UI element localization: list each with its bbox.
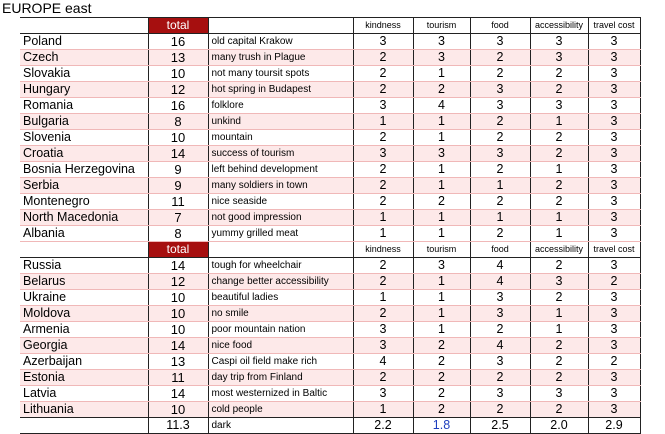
total-cell[interactable]: 12: [148, 274, 208, 290]
total-cell[interactable]: 10: [148, 322, 208, 338]
food-cell[interactable]: 2: [470, 50, 530, 66]
comment-cell[interactable]: Caspi oil field make rich: [208, 354, 353, 370]
table-row[interactable]: [20, 34, 640, 50]
accessibility-cell[interactable]: 2: [530, 194, 588, 210]
comment-cell[interactable]: nice seaside: [208, 194, 353, 210]
table-row[interactable]: [20, 338, 640, 354]
food-cell[interactable]: 3: [470, 354, 530, 370]
header-comment: [208, 242, 353, 258]
table-row[interactable]: [20, 210, 640, 226]
country-cell[interactable]: Poland: [20, 34, 148, 50]
header-accessibility[interactable]: accessibility: [530, 242, 588, 258]
country-cell[interactable]: Georgia: [20, 338, 148, 354]
accessibility-cell[interactable]: 2: [530, 66, 588, 82]
country-cell[interactable]: Ukraine: [20, 290, 148, 306]
accessibility-cell[interactable]: 2: [530, 258, 588, 274]
tourism-cell[interactable]: 1: [413, 178, 470, 194]
tourism-cell[interactable]: 1: [413, 130, 470, 146]
food-cell[interactable]: 2: [470, 66, 530, 82]
tourism-cell[interactable]: 1: [413, 274, 470, 290]
summary-tourism[interactable]: 1.8: [413, 418, 470, 434]
table-row[interactable]: [20, 146, 640, 162]
comment-cell[interactable]: no smile: [208, 306, 353, 322]
food-cell[interactable]: 2: [470, 226, 530, 242]
summary-travel-cost[interactable]: 2.9: [588, 418, 640, 434]
tourism-cell[interactable]: 3: [413, 50, 470, 66]
accessibility-cell[interactable]: 1: [530, 114, 588, 130]
tourism-cell[interactable]: 3: [413, 146, 470, 162]
food-cell[interactable]: 4: [470, 338, 530, 354]
kindness-cell[interactable]: 2: [353, 50, 413, 66]
accessibility-cell[interactable]: 2: [530, 178, 588, 194]
travel-cost-cell[interactable]: 3: [588, 338, 640, 354]
travel-cost-cell[interactable]: 3: [588, 258, 640, 274]
total-cell[interactable]: 8: [148, 114, 208, 130]
tourism-cell[interactable]: 2: [413, 402, 470, 418]
accessibility-cell[interactable]: 1: [530, 306, 588, 322]
table-row[interactable]: [20, 162, 640, 178]
travel-cost-cell[interactable]: 3: [588, 98, 640, 114]
comment-cell[interactable]: not many toursit spots: [208, 66, 353, 82]
kindness-cell[interactable]: 3: [353, 386, 413, 402]
table-row[interactable]: [20, 130, 640, 146]
kindness-cell[interactable]: 1: [353, 210, 413, 226]
comment-cell[interactable]: mountain: [208, 130, 353, 146]
country-cell[interactable]: North Macedonia: [20, 210, 148, 226]
summary-row: [20, 418, 640, 434]
comment-cell[interactable]: old capital Krakow: [208, 34, 353, 50]
total-cell[interactable]: 10: [148, 130, 208, 146]
comment-cell[interactable]: many trush in Plague: [208, 50, 353, 66]
country-cell[interactable]: Slovakia: [20, 66, 148, 82]
food-cell[interactable]: 2: [470, 370, 530, 386]
tourism-cell[interactable]: 1: [413, 114, 470, 130]
travel-cost-cell[interactable]: 3: [588, 386, 640, 402]
total-cell[interactable]: 10: [148, 66, 208, 82]
tourism-cell[interactable]: 1: [413, 162, 470, 178]
food-cell[interactable]: 3: [470, 146, 530, 162]
travel-cost-cell[interactable]: 3: [588, 114, 640, 130]
accessibility-cell[interactable]: 2: [530, 290, 588, 306]
country-cell[interactable]: Bulgaria: [20, 114, 148, 130]
kindness-cell[interactable]: 2: [353, 66, 413, 82]
comment-cell[interactable]: left behind development: [208, 162, 353, 178]
summary-comment[interactable]: dark: [208, 418, 353, 434]
table-row[interactable]: [20, 274, 640, 290]
travel-cost-cell[interactable]: 3: [588, 146, 640, 162]
food-cell[interactable]: 4: [470, 258, 530, 274]
table-row[interactable]: [20, 114, 640, 130]
country-cell[interactable]: Estonia: [20, 370, 148, 386]
travel-cost-cell[interactable]: 3: [588, 82, 640, 98]
comment-cell[interactable]: hot spring in Budapest: [208, 82, 353, 98]
comment-cell[interactable]: not good impression: [208, 210, 353, 226]
kindness-cell[interactable]: 1: [353, 226, 413, 242]
food-cell[interactable]: 2: [470, 322, 530, 338]
header-row: [20, 242, 640, 258]
tourism-cell[interactable]: 4: [413, 98, 470, 114]
travel-cost-cell[interactable]: 3: [588, 162, 640, 178]
food-cell[interactable]: 3: [470, 386, 530, 402]
food-cell[interactable]: 2: [470, 402, 530, 418]
travel-cost-cell[interactable]: 3: [588, 370, 640, 386]
kindness-cell[interactable]: 2: [353, 194, 413, 210]
header-kindness[interactable]: kindness: [353, 242, 413, 258]
tourism-cell[interactable]: 1: [413, 306, 470, 322]
table-row[interactable]: [20, 322, 640, 338]
accessibility-cell[interactable]: 1: [530, 210, 588, 226]
total-cell[interactable]: 7: [148, 210, 208, 226]
food-cell[interactable]: 3: [470, 82, 530, 98]
total-cell[interactable]: 16: [148, 98, 208, 114]
table-row[interactable]: [20, 66, 640, 82]
travel-cost-cell[interactable]: 2: [588, 354, 640, 370]
kindness-cell[interactable]: 1: [353, 114, 413, 130]
food-cell[interactable]: 3: [470, 34, 530, 50]
header-tourism[interactable]: tourism: [413, 18, 470, 34]
comment-cell[interactable]: tough for wheelchair: [208, 258, 353, 274]
header-kindness[interactable]: kindness: [353, 18, 413, 34]
table-row[interactable]: [20, 402, 640, 418]
comment-cell[interactable]: many soldiers in town: [208, 178, 353, 194]
table-row[interactable]: [20, 354, 640, 370]
food-cell[interactable]: 2: [470, 162, 530, 178]
accessibility-cell[interactable]: 2: [530, 130, 588, 146]
tourism-cell[interactable]: 1: [413, 290, 470, 306]
accessibility-cell[interactable]: 3: [530, 386, 588, 402]
accessibility-cell[interactable]: 2: [530, 354, 588, 370]
kindness-cell[interactable]: 3: [353, 34, 413, 50]
kindness-cell[interactable]: 3: [353, 338, 413, 354]
total-cell[interactable]: 14: [148, 258, 208, 274]
travel-cost-cell[interactable]: 3: [588, 194, 640, 210]
accessibility-cell[interactable]: 2: [530, 370, 588, 386]
travel-cost-cell[interactable]: 3: [588, 130, 640, 146]
header-tourism[interactable]: tourism: [413, 242, 470, 258]
total-cell[interactable]: 9: [148, 178, 208, 194]
food-cell[interactable]: 2: [470, 114, 530, 130]
kindness-cell[interactable]: 3: [353, 98, 413, 114]
comment-cell[interactable]: beautiful ladies: [208, 290, 353, 306]
summary-kindness[interactable]: 2.2: [353, 418, 413, 434]
tourism-cell[interactable]: 2: [413, 82, 470, 98]
country-cell[interactable]: Latvia: [20, 386, 148, 402]
total-cell[interactable]: 8: [148, 226, 208, 242]
country-cell[interactable]: Czech: [20, 50, 148, 66]
travel-cost-cell[interactable]: 3: [588, 290, 640, 306]
total-cell[interactable]: 11: [148, 370, 208, 386]
tourism-cell[interactable]: 3: [413, 258, 470, 274]
country-cell[interactable]: Armenia: [20, 322, 148, 338]
country-cell[interactable]: Belarus: [20, 274, 148, 290]
accessibility-cell[interactable]: 3: [530, 34, 588, 50]
travel-cost-cell[interactable]: 3: [588, 306, 640, 322]
country-cell[interactable]: Hungary: [20, 82, 148, 98]
kindness-cell[interactable]: 2: [353, 274, 413, 290]
comment-cell[interactable]: unkind: [208, 114, 353, 130]
country-cell[interactable]: Romania: [20, 98, 148, 114]
header-travel-cost[interactable]: travel cost: [588, 18, 640, 34]
comment-cell[interactable]: folklore: [208, 98, 353, 114]
travel-cost-cell[interactable]: 3: [588, 34, 640, 50]
total-cell[interactable]: 14: [148, 146, 208, 162]
kindness-cell[interactable]: 4: [353, 354, 413, 370]
total-cell[interactable]: 10: [148, 402, 208, 418]
tourism-cell[interactable]: 2: [413, 354, 470, 370]
travel-cost-cell[interactable]: 3: [588, 66, 640, 82]
travel-cost-cell[interactable]: 3: [588, 402, 640, 418]
header-total[interactable]: total: [148, 242, 208, 258]
comment-cell[interactable]: yummy grilled meat: [208, 226, 353, 242]
kindness-cell[interactable]: 2: [353, 370, 413, 386]
kindness-cell[interactable]: 3: [353, 146, 413, 162]
header-food[interactable]: food: [470, 18, 530, 34]
travel-cost-cell[interactable]: 3: [588, 322, 640, 338]
tourism-cell[interactable]: 2: [413, 338, 470, 354]
travel-cost-cell[interactable]: 3: [588, 50, 640, 66]
total-cell[interactable]: 12: [148, 82, 208, 98]
comment-cell[interactable]: cold people: [208, 402, 353, 418]
travel-cost-cell[interactable]: 2: [588, 274, 640, 290]
tourism-cell[interactable]: 1: [413, 226, 470, 242]
header-accessibility[interactable]: accessibility: [530, 18, 588, 34]
tourism-cell[interactable]: 3: [413, 34, 470, 50]
accessibility-cell[interactable]: 1: [530, 226, 588, 242]
accessibility-cell[interactable]: 1: [530, 322, 588, 338]
total-cell[interactable]: 10: [148, 306, 208, 322]
food-cell[interactable]: 1: [470, 210, 530, 226]
sheet-title: EUROPE east: [2, 0, 92, 16]
table-row[interactable]: [20, 370, 640, 386]
total-cell[interactable]: 16: [148, 34, 208, 50]
total-cell[interactable]: 13: [148, 50, 208, 66]
food-cell[interactable]: 3: [470, 290, 530, 306]
food-cell[interactable]: 2: [470, 194, 530, 210]
tourism-cell[interactable]: 1: [413, 210, 470, 226]
accessibility-cell[interactable]: 2: [530, 338, 588, 354]
header-blank: [20, 18, 148, 34]
travel-cost-cell[interactable]: 3: [588, 178, 640, 194]
tourism-cell[interactable]: 2: [413, 370, 470, 386]
header-blank: [20, 242, 148, 258]
country-cell[interactable]: Montenegro: [20, 194, 148, 210]
header-total[interactable]: total: [148, 18, 208, 34]
ratings-table: [20, 17, 641, 434]
kindness-cell[interactable]: 2: [353, 178, 413, 194]
header-comment: [208, 18, 353, 34]
total-cell[interactable]: 10: [148, 290, 208, 306]
table-row[interactable]: [20, 226, 640, 242]
comment-cell[interactable]: poor mountain nation: [208, 322, 353, 338]
country-cell[interactable]: Bosnia Herzegovina: [20, 162, 148, 178]
table-row[interactable]: [20, 178, 640, 194]
accessibility-cell[interactable]: 3: [530, 50, 588, 66]
country-cell[interactable]: Moldova: [20, 306, 148, 322]
tourism-cell[interactable]: 2: [413, 194, 470, 210]
table-row[interactable]: [20, 258, 640, 274]
food-cell[interactable]: 3: [470, 306, 530, 322]
accessibility-cell[interactable]: 1: [530, 162, 588, 178]
country-cell[interactable]: Slovenia: [20, 130, 148, 146]
table-row[interactable]: [20, 290, 640, 306]
table-row[interactable]: [20, 306, 640, 322]
kindness-cell[interactable]: 2: [353, 130, 413, 146]
header-row: [20, 18, 640, 34]
country-cell[interactable]: Russia: [20, 258, 148, 274]
comment-cell[interactable]: success of tourism: [208, 146, 353, 162]
total-cell[interactable]: 11: [148, 194, 208, 210]
country-cell[interactable]: Serbia: [20, 178, 148, 194]
accessibility-cell[interactable]: 2: [530, 82, 588, 98]
summary-blank: [20, 418, 148, 434]
summary-food[interactable]: 2.5: [470, 418, 530, 434]
tourism-cell[interactable]: 2: [413, 386, 470, 402]
country-cell[interactable]: Azerbaijan: [20, 354, 148, 370]
kindness-cell[interactable]: 1: [353, 290, 413, 306]
summary-total[interactable]: 11.3: [148, 418, 208, 434]
travel-cost-cell[interactable]: 3: [588, 210, 640, 226]
accessibility-cell[interactable]: 2: [530, 402, 588, 418]
food-cell[interactable]: 1: [470, 178, 530, 194]
total-cell[interactable]: 13: [148, 354, 208, 370]
accessibility-cell[interactable]: 3: [530, 274, 588, 290]
food-cell[interactable]: 4: [470, 274, 530, 290]
comment-cell[interactable]: day trip from Finland: [208, 370, 353, 386]
comment-cell[interactable]: change better accessibility: [208, 274, 353, 290]
country-cell[interactable]: Croatia: [20, 146, 148, 162]
table-row[interactable]: [20, 386, 640, 402]
accessibility-cell[interactable]: 3: [530, 98, 588, 114]
kindness-cell[interactable]: 1: [353, 402, 413, 418]
comment-cell[interactable]: nice food: [208, 338, 353, 354]
table-row[interactable]: [20, 98, 640, 114]
summary-accessibility[interactable]: 2.0: [530, 418, 588, 434]
kindness-cell[interactable]: 3: [353, 322, 413, 338]
table-row[interactable]: [20, 50, 640, 66]
food-cell[interactable]: 3: [470, 98, 530, 114]
total-cell[interactable]: 14: [148, 386, 208, 402]
kindness-cell[interactable]: 2: [353, 162, 413, 178]
total-cell[interactable]: 9: [148, 162, 208, 178]
accessibility-cell[interactable]: 2: [530, 146, 588, 162]
kindness-cell[interactable]: 2: [353, 82, 413, 98]
tourism-cell[interactable]: 1: [413, 322, 470, 338]
kindness-cell[interactable]: 2: [353, 306, 413, 322]
travel-cost-cell[interactable]: 3: [588, 226, 640, 242]
country-cell[interactable]: Lithuania: [20, 402, 148, 418]
food-cell[interactable]: 2: [470, 130, 530, 146]
kindness-cell[interactable]: 2: [353, 258, 413, 274]
total-cell[interactable]: 14: [148, 338, 208, 354]
header-food[interactable]: food: [470, 242, 530, 258]
table-row[interactable]: [20, 82, 640, 98]
country-cell[interactable]: Albania: [20, 226, 148, 242]
comment-cell[interactable]: most westernized in Baltic: [208, 386, 353, 402]
tourism-cell[interactable]: 1: [413, 66, 470, 82]
table-row[interactable]: [20, 194, 640, 210]
header-travel-cost[interactable]: travel cost: [588, 242, 640, 258]
